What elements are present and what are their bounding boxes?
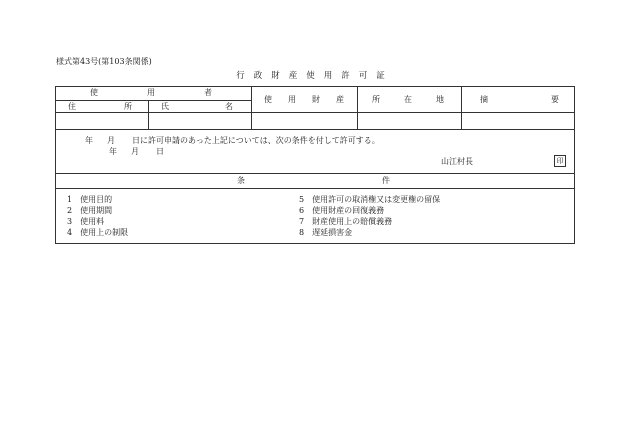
- form-number: 様式第43号(第103条関係): [56, 57, 152, 66]
- permit-statement: 日に許可申請のあった上記については、次の条件を付して許可する。: [132, 136, 380, 145]
- condition-item: 8 遅延損害金: [299, 228, 353, 237]
- seal-mark: 印: [554, 155, 566, 167]
- condition-item: 6 使用財産の回復義務: [299, 206, 385, 215]
- permit-year-label: 年: [85, 136, 93, 145]
- header-address: 住 所: [68, 102, 132, 111]
- condition-item: 2 使用期間: [67, 206, 113, 215]
- permit-month-label: 月: [107, 136, 115, 145]
- conditions-heading: 条 件: [237, 176, 390, 185]
- issue-year-label: 年: [109, 147, 117, 156]
- issuer-name: 山江村長: [441, 157, 473, 166]
- header-location: 所 在 地: [372, 95, 444, 104]
- header-summary: 摘 要: [480, 95, 559, 104]
- issue-month-label: 月: [131, 147, 139, 156]
- condition-item: 5 使用許可の取消権又は変更権の留保: [299, 195, 441, 204]
- condition-item: 7 財産使用上の賠償義務: [299, 217, 393, 226]
- condition-item: 3 使用料: [67, 217, 105, 226]
- header-user: 使 用 者: [90, 88, 212, 97]
- form-title: 行政財産使用許可証: [236, 71, 394, 81]
- header-property: 使 用 財 産: [264, 95, 344, 104]
- condition-item: 4 使用上の制限: [67, 228, 129, 237]
- header-name: 氏 名: [161, 102, 233, 111]
- issue-day-label: 日: [156, 147, 164, 156]
- condition-item: 1 使用目的: [67, 195, 113, 204]
